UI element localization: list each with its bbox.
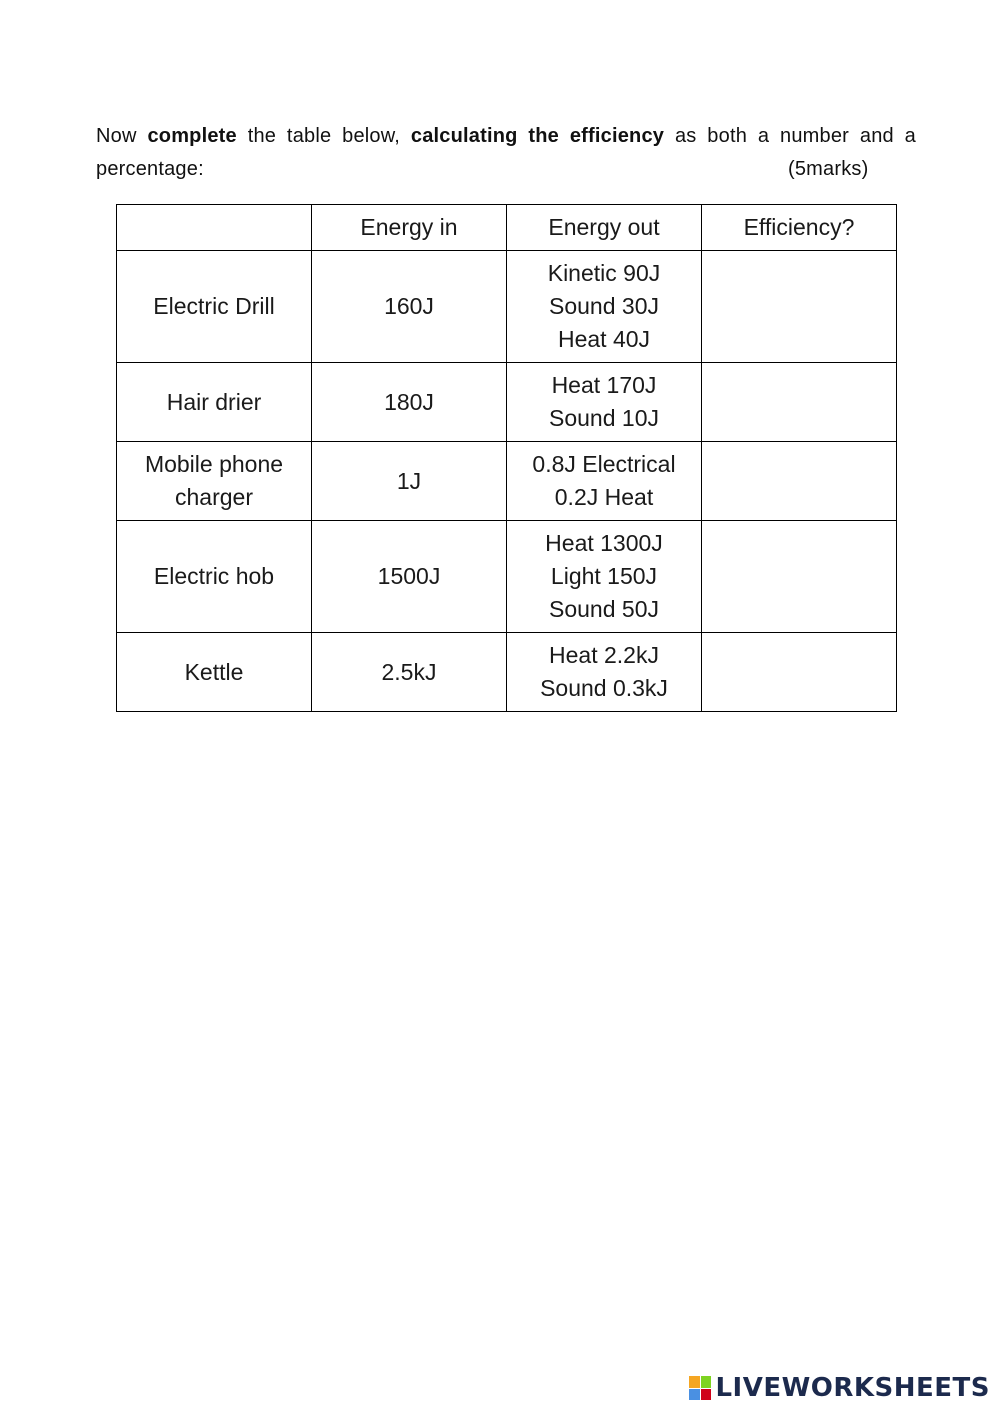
energy-out-cell <box>507 521 702 633</box>
header-energy-in: Energy in <box>312 205 507 251</box>
efficiency-answer-cell[interactable] <box>702 442 897 521</box>
instructions-middle: the table below, <box>236 125 411 147</box>
energy-out-line: Sound 0.3kJ <box>540 675 668 701</box>
device-cell <box>117 363 312 442</box>
instructions-line-1 <box>96 120 916 153</box>
efficiency-table <box>116 204 897 712</box>
table-row <box>117 251 897 363</box>
device-name: Electric Drill <box>153 293 275 319</box>
logo-text: LIVEWORKSHEETS <box>715 1373 990 1403</box>
device-name: Electric hob <box>153 563 275 589</box>
device-cell <box>117 251 312 363</box>
instructions <box>96 120 916 186</box>
device-cell <box>117 442 312 521</box>
logo-square <box>701 1376 712 1388</box>
energy-out-line: Heat 170J <box>551 372 657 398</box>
table-row <box>117 363 897 442</box>
instructions-bold-efficiency: calculating the efficiency <box>410 125 665 147</box>
energy-in-cell: 2.5kJ <box>312 633 507 712</box>
device-cell <box>117 633 312 712</box>
efficiency-answer-cell[interactable] <box>702 251 897 363</box>
energy-out-line: 0.8J Electrical <box>532 451 676 477</box>
table-header-row <box>117 205 897 251</box>
energy-in-cell: 180J <box>312 363 507 442</box>
energy-out-line: Sound 30J <box>549 293 659 319</box>
device-name: Hair drier <box>166 388 262 415</box>
liveworksheets-logo <box>689 1371 990 1405</box>
instructions-bold-complete: complete <box>147 125 237 147</box>
device-name: Mobile phone <box>144 451 284 477</box>
energy-out-line: Kinetic 90J <box>547 260 661 286</box>
energy-in-cell: 1J <box>312 442 507 521</box>
instructions-percentage: percentage: <box>96 158 204 180</box>
efficiency-answer-cell[interactable] <box>702 521 897 633</box>
liveworksheets-logo-icon <box>689 1376 711 1400</box>
energy-out-line: Heat 1300J <box>545 530 663 556</box>
device-name: charger <box>175 484 253 510</box>
energy-in-cell: 1500J <box>312 521 507 633</box>
energy-out-line: Sound 10J <box>549 405 659 431</box>
header-device <box>117 205 312 251</box>
energy-out-cell <box>507 442 702 521</box>
efficiency-answer-cell[interactable] <box>702 363 897 442</box>
energy-in-cell: 160J <box>312 251 507 363</box>
energy-out-line: Heat 40J <box>557 326 651 352</box>
energy-out-line: Light 150J <box>550 563 658 589</box>
table-row <box>117 521 897 633</box>
instructions-prefix: Now <box>96 125 148 147</box>
logo-square <box>689 1376 700 1388</box>
device-cell <box>117 521 312 633</box>
energy-out-cell <box>507 251 702 363</box>
logo-square <box>689 1389 700 1401</box>
energy-out-line: Sound 50J <box>549 596 659 622</box>
energy-out-line: Heat 2.2kJ <box>549 642 659 668</box>
header-energy-out: Energy out <box>507 205 702 251</box>
device-name: Kettle <box>184 658 244 685</box>
header-efficiency: Efficiency? <box>702 205 897 251</box>
energy-out-cell <box>507 633 702 712</box>
logo-square <box>701 1389 712 1401</box>
table-row <box>117 442 897 521</box>
instructions-suffix: as both a number and a <box>664 125 916 147</box>
marks-label: (5marks) <box>788 158 869 180</box>
table-row <box>117 633 897 712</box>
instructions-line-2 <box>96 153 916 186</box>
energy-out-line: 0.2J Heat <box>554 484 654 510</box>
efficiency-answer-cell[interactable] <box>702 633 897 712</box>
energy-out-cell <box>507 363 702 442</box>
